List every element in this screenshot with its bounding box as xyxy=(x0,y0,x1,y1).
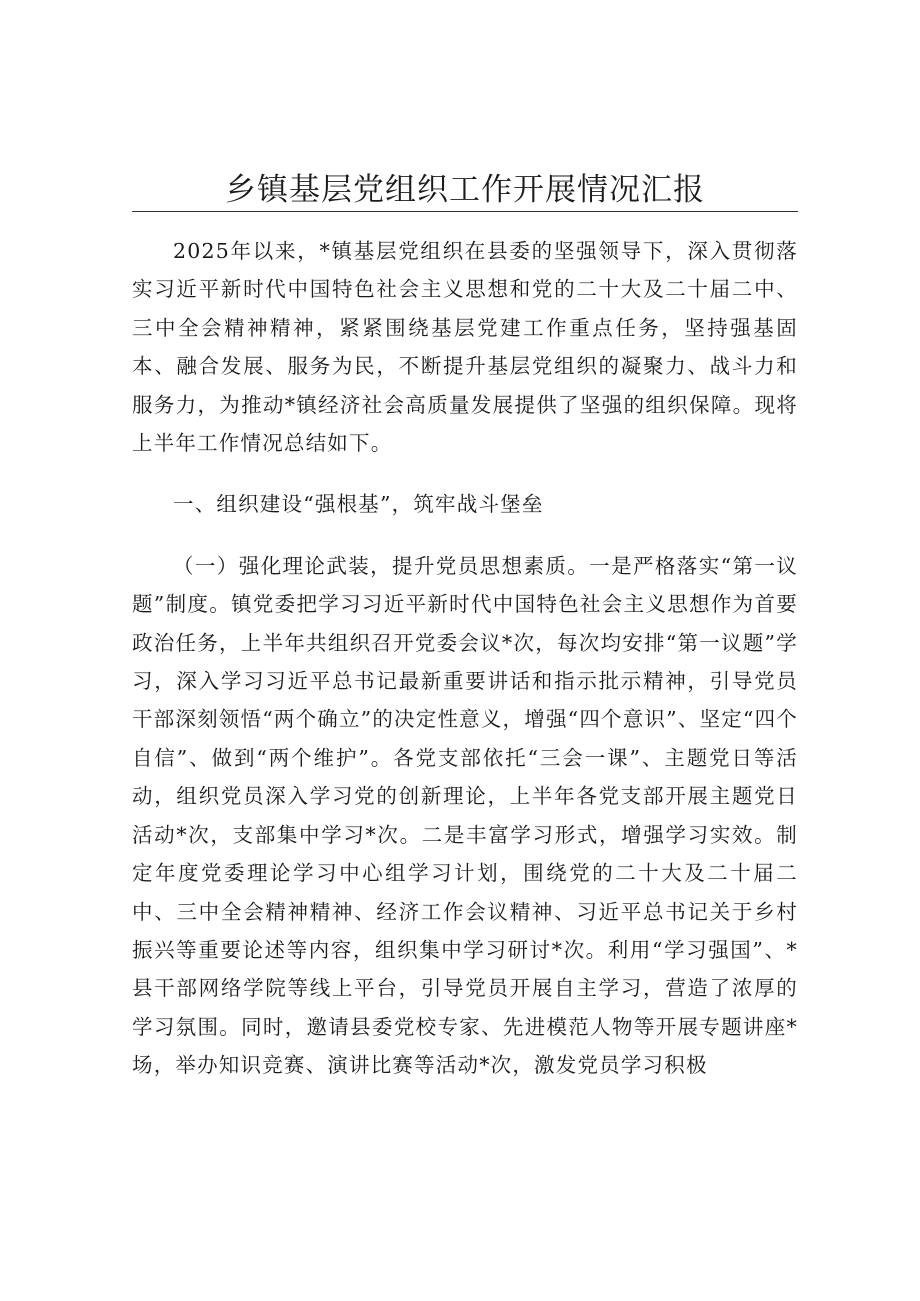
section-paragraph: （一）强化理论武装，提升党员思想素质。一是严格落实“第一议题”制度。镇党委把学习习近平新时代中国特色社会主义思想作为首要政治任务，上半年共组织召开党委会议*次，每次均安排“第一议题”学习，深入学习习近平总书记最新重要讲话和指示批示精神，引导党员干部深刻领悟“两个确立”的决定性意义，增强“四个意识”、坚定“四个自信”、做到“两个维护”。各党支部依托“三会一课”、主题党日等活动，组织党员深入学习党的创新理论，上半年各党支部开展主题党日活动*次，支部集中学习*次。二是丰富学习形式，增强学习实效。制定年度党委理论学习中心组学习计划，围绕党的二十大及二十届二中、三中全会精神精神、经济工作会议精神、习近平总书记关于乡村振兴等重要论述等内容，组织集中学习研讨*次。利用“学习强国”、*县干部网络学院等线上平台，引导党员开展自主学习，营造了浓厚的学习氛围。同时，邀请县委党校专家、先进模范人物等开展专题讲座*场，举办知识竞赛、演讲比赛等活动*次，激发党员学习积极 xyxy=(132,553,798,1078)
section-heading: 一、组织建设“强根基”，筑牢战斗堡垒 xyxy=(173,492,544,517)
paragraph-spacer xyxy=(132,524,798,547)
document-title: 乡镇基层党组织工作开展情况汇报 xyxy=(225,172,705,208)
intro-paragraph: 2025年以来，*镇基层党组织在县委的坚强领导下，深入贯彻落实习近平新时代中国特色社会主义思想和党的二十大及二十届二中、三中全会精神精神，紧紧围绕基层党建工作重点任务，坚持强基固本、融合发展、服务为民，不断提升基层党组织的凝聚力、战斗力和服务力，为推动*镇经济社会高质量发展提供了坚强的组织保障。现将上半年工作情况总结如下。 xyxy=(132,239,798,456)
document-body xyxy=(132,232,798,1085)
title-underline xyxy=(132,211,798,212)
paragraph-spacer xyxy=(132,462,798,485)
